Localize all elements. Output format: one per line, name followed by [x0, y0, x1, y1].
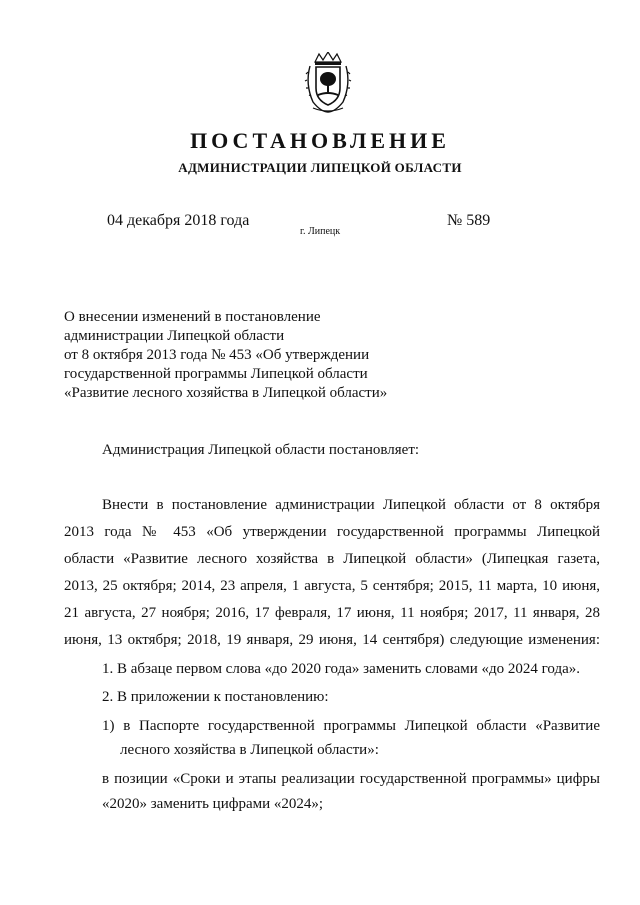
list-item: в позиции «Сроки и этапы реализации государственной программы» цифры	[102, 771, 600, 787]
paragraph-line: июня, 13 октября; 2018, 19 января, 29 июня, 14 сентября) следующие изменения:	[64, 632, 600, 648]
paragraph-line: 21 августа, 27 ноября; 2016, 17 февраля, 17 июня, 11 ноября; 2017, 11 января, 28	[64, 605, 600, 621]
subject-line: государственной программы Липецкой области	[64, 366, 368, 382]
list-item: 2. В приложении к постановлению:	[102, 689, 329, 705]
subject-line: от 8 октября 2013 года № 453 «Об утверждении	[64, 347, 370, 363]
list-item: «2020» заменить цифрами «2024»;	[102, 796, 324, 812]
coat-of-arms-icon	[303, 52, 353, 114]
paragraph-line: 2013 года № 453 «Об утверждении государственной программы Липецкой	[64, 524, 600, 540]
main-paragraph	[64, 492, 600, 654]
paragraph-line: 2013, 25 октября; 2014, 23 апреля, 1 августа, 5 сентября; 2015, 11 марта, 10 июня,	[64, 578, 600, 594]
paragraph-line: области «Развитие лесного хозяйства в Липецкой области» (Липецкая газета,	[64, 551, 600, 567]
document-title: ПОСТАНОВЛЕНИЕ	[190, 128, 450, 153]
document-subject	[64, 308, 464, 403]
list-item: 1. В абзаце первом слова «до 2020 года» заменить словами «до 2024 года».	[102, 661, 581, 677]
preamble: Администрация Липецкой области постановляет:	[102, 442, 420, 458]
list-item: лесного хозяйства в Липецкой области»:	[120, 742, 379, 758]
list-item: 1) в Паспорте государственной программы Липецкой области «Развитие	[102, 718, 600, 734]
paragraph-line: Внести в постановление администрации Липецкой области от 8 октября	[102, 497, 600, 513]
subject-line: «Развитие лесного хозяйства в Липецкой области»	[64, 385, 388, 401]
subject-line: О внесении изменений в постановление	[64, 309, 321, 325]
document-date: 04 декабря 2018 года	[107, 212, 250, 229]
subject-line: администрации Липецкой области	[64, 328, 285, 344]
document-issuer: АДМИНИСТРАЦИИ ЛИПЕЦКОЙ ОБЛАСТИ	[178, 160, 462, 175]
document-city: г. Липецк	[300, 226, 341, 237]
document-number: № 589	[447, 212, 491, 229]
